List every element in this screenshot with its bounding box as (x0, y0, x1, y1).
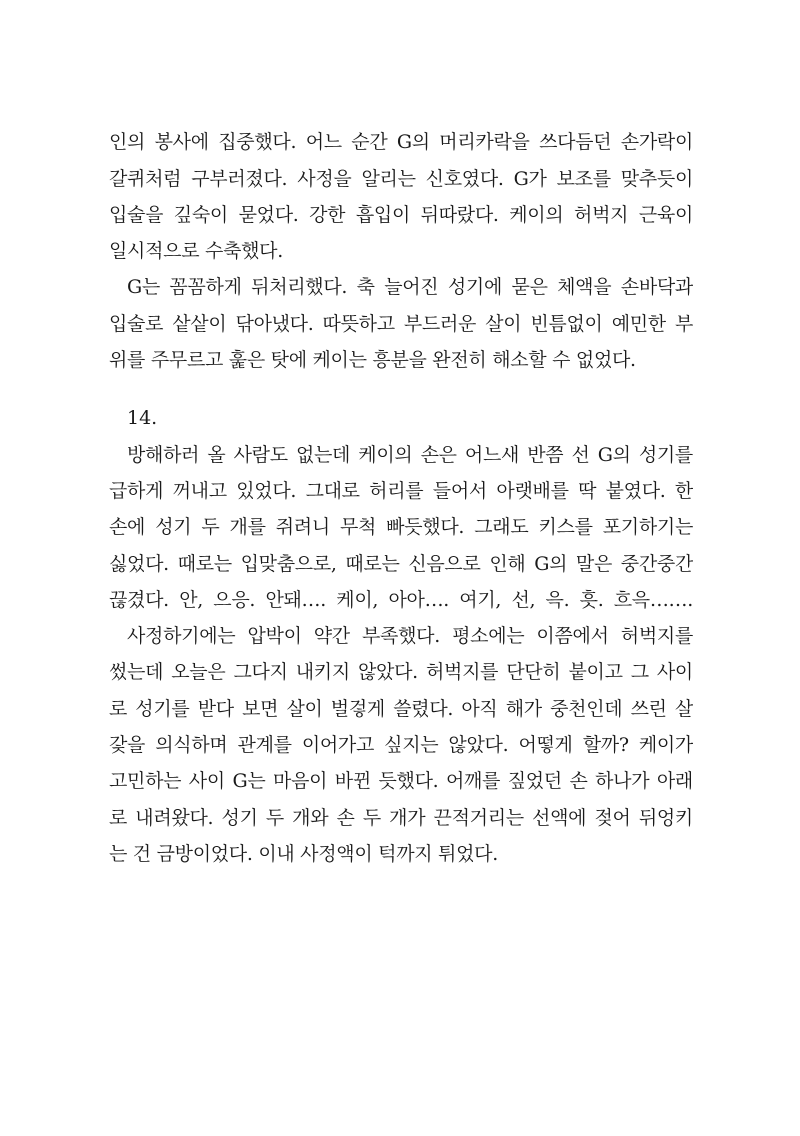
text-line: 사정하기에는 압박이 약간 부족했다. 평소에는 이쯤에서 허벅지를 (127, 625, 693, 647)
text-line: 위를 주무르고 훑은 탓에 케이는 흥분을 완전히 해소할 수 없었다. (109, 349, 636, 371)
text-line: 갈퀴처럼 구부러졌다. 사정을 알리는 신호였다. G가 보조를 맞추듯이 (109, 168, 693, 190)
text-line: 고민하는 사이 G는 마음이 바뀐 듯했다. 어깨를 짚었던 손 하나가 아래 (109, 770, 693, 792)
text-line: 끊겼다. 안, 으응. 안돼…. 케이, 아아…. 여기, 선, 윽. 흣. 흐윽……. (109, 589, 693, 611)
text-line: 로 내려왔다. 성기 두 개와 손 두 개가 끈적거리는 선액에 젖어 뒤엉키 (109, 807, 693, 829)
text-line: 입술을 깊숙이 묻었다. 강한 흡입이 뒤따랐다. 케이의 허벅지 근육이 (109, 204, 693, 226)
text-line: 로 성기를 받다 보면 살이 벌겋게 쓸렸다. 아직 해가 중천인데 쓰린 살 (109, 698, 693, 720)
text-line: 는 건 금방이었다. 이내 사정액이 턱까지 튀었다. (109, 843, 498, 865)
text-line: 입술로 샅샅이 닦아냈다. 따뜻하고 부드러운 살이 빈틈없이 예민한 부 (109, 313, 693, 335)
text-line: 급하게 꺼내고 있었다. 그대로 허리를 들어서 아랫배를 딱 붙였다. 한 (109, 480, 693, 502)
text-line: 인의 봉사에 집중했다. 어느 순간 G의 머리카락을 쓰다듬던 손가락이 (109, 131, 693, 153)
text-line: G는 꼼꼼하게 뒤처리했다. 축 늘어진 성기에 묻은 체액을 손바닥과 (127, 276, 693, 298)
text-line: 싫었다. 때로는 입맞춤으로, 때로는 신음으로 인해 G의 말은 중간중간 (109, 553, 693, 575)
text-line: 방해하러 올 사람도 없는데 케이의 손은 어느새 반쯤 선 G의 성기를 (127, 444, 693, 466)
text-line: 갗을 의식하며 관계를 이어가고 싶지는 않았다. 어떻게 할까? 케이가 (109, 734, 693, 756)
section-number: 14. (127, 407, 158, 429)
text-line: 일시적으로 수축했다. (109, 240, 283, 262)
text-line: 손에 성기 두 개를 쥐려니 무척 빠듯했다. 그래도 키스를 포기하기는 (109, 516, 693, 538)
text-line: 썼는데 오늘은 그다지 내키지 않았다. 허벅지를 단단히 붙이고 그 사이 (109, 661, 693, 683)
